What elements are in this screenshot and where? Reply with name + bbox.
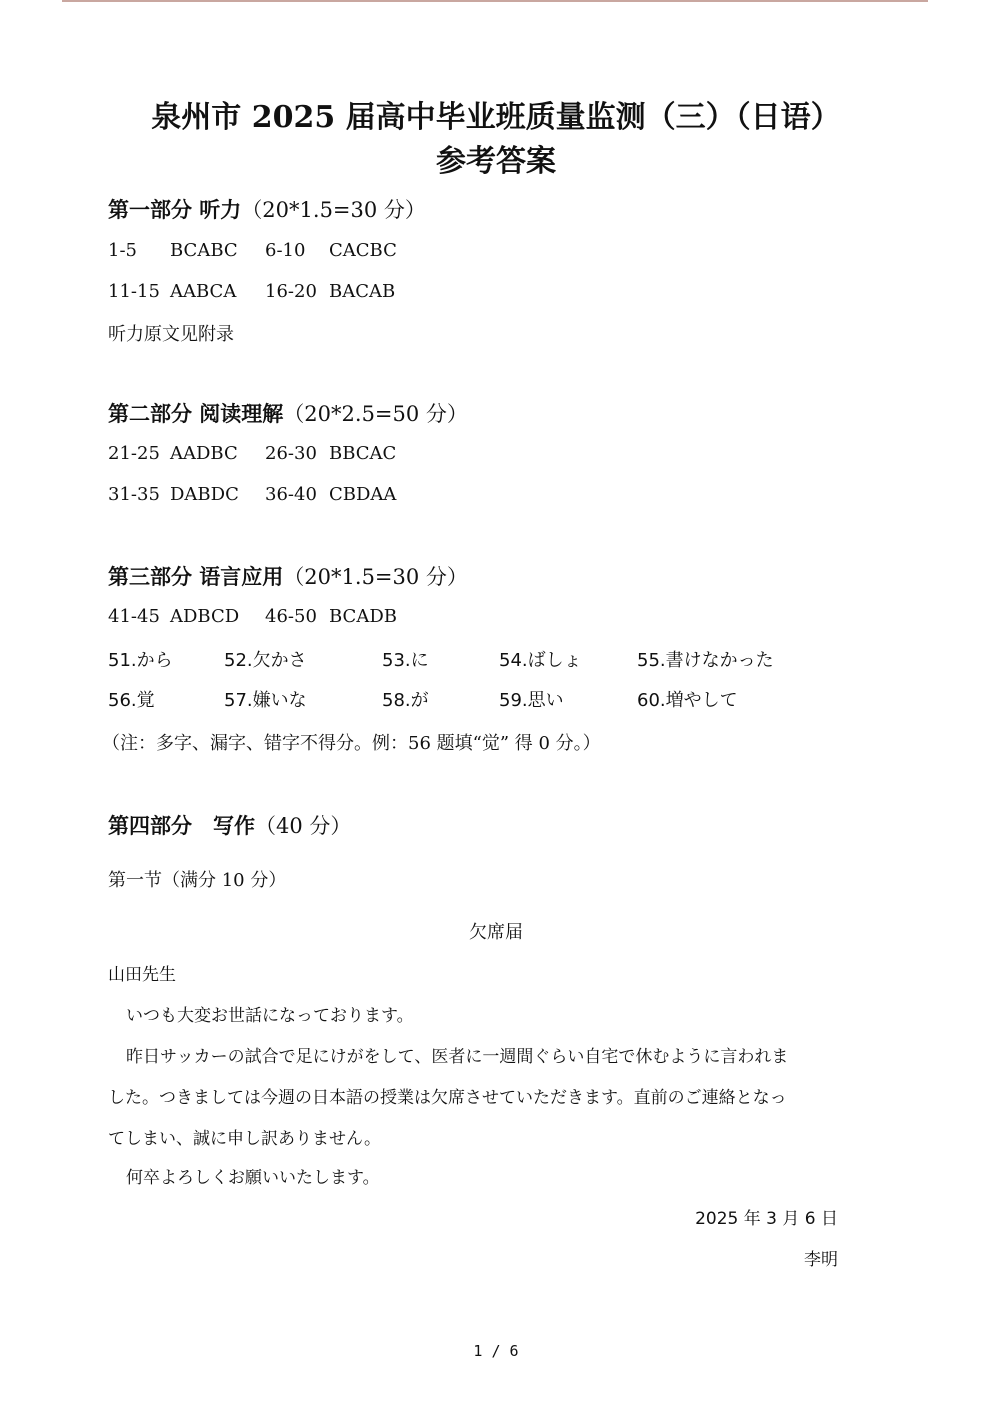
part1-points: （20*1.5=30 分） xyxy=(241,198,426,222)
answer-range: 41-45 xyxy=(108,606,160,627)
fill-answer: 51.から xyxy=(108,650,173,671)
answer-key: AADBC xyxy=(170,443,238,464)
answer-range: 26-30 xyxy=(265,443,317,464)
answer-range: 16-20 xyxy=(265,281,317,302)
part1-heading-text: 第一部分 听力 xyxy=(108,197,242,222)
fill-answer: 55.書けなかった xyxy=(637,650,774,671)
part4-heading-text: 第四部分 写作 xyxy=(108,813,255,838)
letter-title: 欠席届 xyxy=(469,922,523,943)
fill-answer: 60.増やして xyxy=(637,690,738,711)
fill-answer: 57.嫌いな xyxy=(224,690,307,711)
answer-key: CACBC xyxy=(329,240,397,261)
fill-answer: 54.ばしょ xyxy=(499,650,582,671)
fill-answer: 56.覚 xyxy=(108,690,155,711)
answer-range: 6-10 xyxy=(265,240,306,261)
answer-range: 1-5 xyxy=(108,240,137,261)
answer-key: AABCA xyxy=(170,281,237,302)
fill-answer: 58.が xyxy=(382,690,429,711)
answer-key: BACAB xyxy=(329,281,396,302)
answer-range: 11-15 xyxy=(108,281,160,302)
top-rule xyxy=(62,0,928,2)
part4-heading xyxy=(108,810,351,840)
page-subtitle: 参考答案 xyxy=(436,144,556,179)
answer-key: CBDAA xyxy=(329,484,397,505)
page-number: 1 / 6 xyxy=(473,1342,519,1360)
part3-heading-text: 第三部分 语言应用 xyxy=(108,564,284,589)
letter-date: 2025 年 3 月 6 日 xyxy=(695,1209,838,1229)
answer-key: BCABC xyxy=(170,240,238,261)
letter-recipient: 山田先生 xyxy=(108,965,176,985)
fill-answer: 53.に xyxy=(382,650,429,671)
answer-range: 46-50 xyxy=(265,606,317,627)
part2-points: （20*2.5=50 分） xyxy=(283,402,468,426)
letter-line: 昨日サッカーの試合で足にけがをして、医者に一週間ぐらい自宅で休むように言われま xyxy=(126,1047,789,1067)
part1-heading xyxy=(108,194,426,224)
answer-range: 31-35 xyxy=(108,484,160,505)
answer-key: DABDC xyxy=(170,484,239,505)
letter-line: てしまい、誠に申し訳ありません。 xyxy=(108,1129,382,1149)
answer-key: ADBCD xyxy=(170,606,240,627)
letter-signature: 李明 xyxy=(804,1250,838,1270)
part4-section1: 第一节（满分 10 分） xyxy=(108,870,287,891)
part1-note: 听力原文见附录 xyxy=(108,324,234,345)
part3-note: （注：多字、漏字、错字不得分。例：56 题填“觉” 得 0 分。） xyxy=(102,733,601,754)
answer-key: BCADB xyxy=(329,606,397,627)
part2-heading-text: 第二部分 阅读理解 xyxy=(108,401,284,426)
letter-line: した。つきましては今週の日本語の授業は欠席させていただきます。直前のご連絡となっ xyxy=(108,1088,787,1108)
letter-line: いつも大変お世話になっております。 xyxy=(126,1006,414,1026)
part4-points: （40 分） xyxy=(255,814,352,838)
fill-answer: 59.思い xyxy=(499,690,564,711)
part3-heading xyxy=(108,561,468,591)
answer-key: BBCAC xyxy=(329,443,397,464)
answer-range: 21-25 xyxy=(108,443,160,464)
part2-heading xyxy=(108,398,468,428)
part3-points: （20*1.5=30 分） xyxy=(283,565,468,589)
answer-range: 36-40 xyxy=(265,484,317,505)
page-title: 泉州市 2025 届高中毕业班质量监测（三）（日语） xyxy=(151,100,841,135)
fill-answer: 52.欠かさ xyxy=(224,650,307,671)
letter-line: 何卒よろしくお願いいたします。 xyxy=(126,1168,380,1188)
